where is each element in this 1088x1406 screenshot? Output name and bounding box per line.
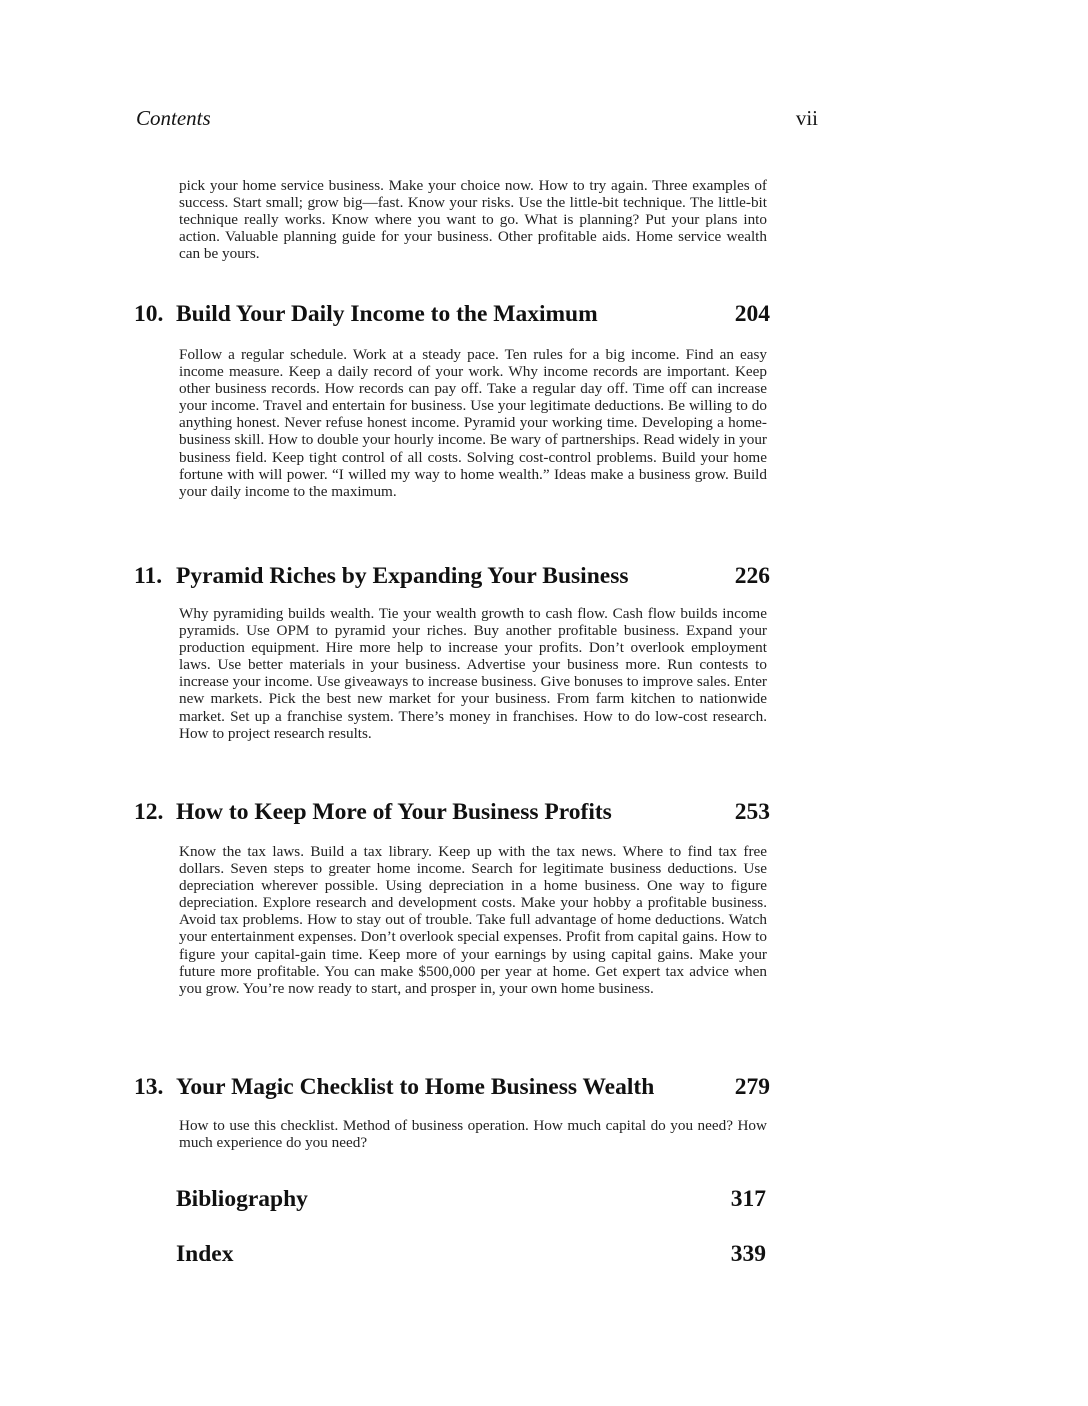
chapter-page: 279: [734, 1074, 770, 1100]
chapter-12-description: Know the tax laws. Build a tax library. Keep up with the tax news. Where to find tax free dollars. Seven steps to greater home income. Search for legitimate business deductions. Use depreciation wherever possible. Using depreciation in a home business. One way to figure depreciation. Explore research and development costs. Make your hobby a profitable business. Avoid tax problems. How to stay out of trouble. Take full advantage of home deductions. Watch your entertainment expenses. Don’t overlook special expenses. Profit from capital gains. How to figure your capital-gain time. Keep more of your earnings by using capital gains. Make your future more profitable. You can make $500,000 per year at home. Get expert tax advice when you grow. You’re now ready to start, and prosper in, your own home business.: [179, 843, 767, 997]
chapter-page: 226: [734, 563, 770, 589]
chapter-page: 253: [734, 799, 770, 825]
continued-description: pick your home service business. Make your choice now. How to try again. Three examples of success. Start small; grow big—fast. Know your risks. Use the little-bit technique. The little-bit technique really works. Know where you want to go. What is planning? Put your plans into action. Valuable planning guide for your business. Other profitable aids. Home service wealth can be yours.: [179, 177, 767, 263]
running-title: Contents: [136, 106, 211, 130]
chapter-title: How to Keep More of Your Business Profits: [176, 799, 612, 825]
chapter-title: Pyramid Riches by Expanding Your Business: [176, 563, 629, 589]
chapter-11-description: Why pyramiding builds wealth. Tie your wealth growth to cash flow. Cash flow builds income pyramids. Use OPM to pyramid your riches. Buy another profitable business. Expand your production equipment. Hire more help to increase your profits. Don’t overlook employment laws. Use better materials in your business. Advertise your business more. Run contests to increase your income. Use giveaways to increase business. Give bonuses to improve sales. Enter new markets. Pick the best new market for your business. From farm kitchen to nationwide market. Set up a franchise system. There’s money in franchises. How to do low-cost research. How to project research results.: [179, 605, 767, 742]
back-matter-page: 339: [730, 1241, 766, 1267]
chapter-10-description: Follow a regular schedule. Work at a steady pace. Ten rules for a big income. Find an easy income measure. Keep a daily record of your work. Why income records are important. Keep other business records. How records can pay off. Take a regular day off. Time off can increase your income. Travel and entertain for business. Use your legitimate deductions. Be willing to do anything honest. Never refuse honest income. Pyramid your working time. Developing a home-business skill. How to double your hourly income. Be wary of partnerships. Read widely in your business field. Keep tight control of all costs. Solving cost-control problems. Build your home fortune with will power. “I willed my way to home wealth.” Ideas make a business grow. Build your daily income to the maximum.: [179, 346, 767, 500]
index-entry: [176, 1241, 766, 1268]
chapter-page: 204: [734, 301, 770, 327]
page-number: vii: [795, 106, 818, 130]
chapter-12-heading: [134, 799, 770, 826]
back-matter-title: Bibliography: [176, 1186, 308, 1212]
chapter-number: 11.: [134, 563, 163, 589]
chapter-10-heading: [134, 301, 770, 328]
chapter-13-heading: [134, 1074, 770, 1101]
chapter-title: Your Magic Checklist to Home Business Wealth: [176, 1074, 655, 1100]
chapter-number: 13.: [134, 1074, 164, 1100]
chapter-number: 10.: [134, 301, 164, 327]
chapter-11-heading: [134, 563, 770, 590]
chapter-title: Build Your Daily Income to the Maximum: [176, 301, 598, 327]
back-matter-page: 317: [730, 1186, 766, 1212]
chapter-13-description: How to use this checklist. Method of business operation. How much capital do you need? How much experience do you need?: [179, 1117, 767, 1152]
chapter-number: 12.: [134, 799, 164, 825]
bibliography-entry: [176, 1186, 766, 1213]
back-matter-title: Index: [176, 1241, 234, 1267]
